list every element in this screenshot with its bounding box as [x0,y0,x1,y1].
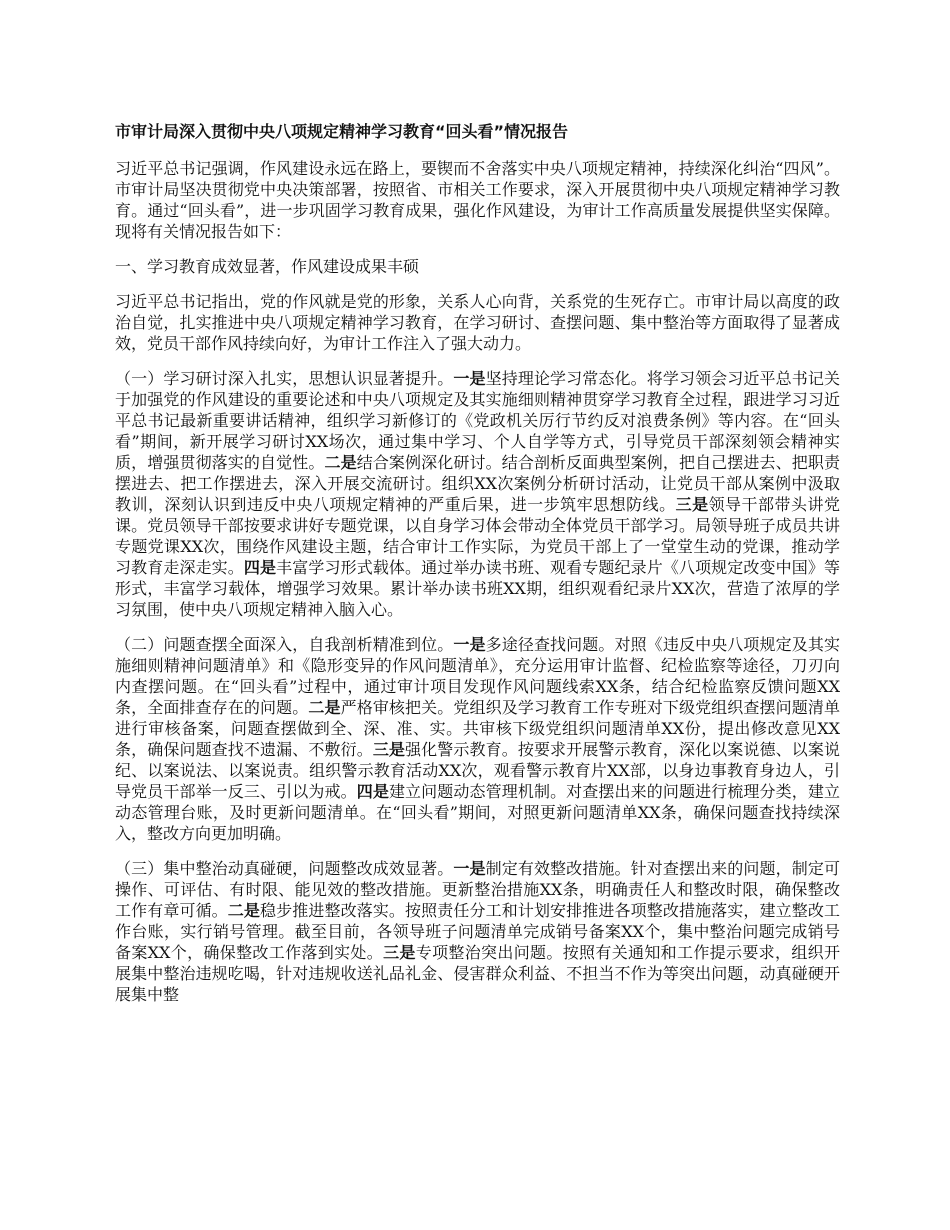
point-marker: 三是 [383,943,416,962]
point-text: 多途径查找问题。对照《违反中央八项规定及其实施细则精神问题清单》和《隐形变异的作风问题清单》，充分运用审计监督、纪检监察等途径，刀刃向内查摆问题。在“回头看”过程中，通过审计项目发现作风问题线索XX条，结合纪检监察反馈问题XX条，全面排查存在的问题。 [115,635,840,717]
point-text: 结合案例深化研讨。结合剖析反面典型案例，把自己摆进去、把职责摆进去、把工作摆进去，深入开展交流研讨。组织XX次案例分析研讨活动，让党员干部从案例中汲取教训，深刻认识到违反中央八项规定精神的严重后果，进一步筑牢思想防线。 [115,453,840,514]
intro-paragraph: 习近平总书记强调，作风建设永远在路上，要锲而不舍落实中央八项规定精神，持续深化纠治“四风”。市审计局坚决贯彻党中央决策部署，按照省、市相关工作要求，深入开展贯彻中央八项规定精神学习教育。通过“回头看”，进一步巩固学习教育成果，强化作风建设，为审计工作高质量发展提供坚实保障。现将有关情况报告如下： [115,159,840,241]
point-text: 领导干部带头讲党课。党员领导干部按要求讲好专题党课，以自身学习体会带动全体党员干部学习。局领导班子成员共讲专题党课XX次，围绕作风建设主题，结合审计工作实际，为党员干部上了一堂堂生动的党课，推动学习教育走深走实。 [115,495,840,577]
document-title: 市审计局深入贯彻中央八项规定精神学习教育“回头看”情况报告 [115,122,569,141]
point-marker: 二是 [308,698,341,717]
section-1-heading: 一、学习教育成效显著，作风建设成果丰硕 [115,257,420,276]
point-text: 建立问题动态管理机制。对查摆出来的问题进行梳理分类，建立动态管理台账，及时更新问题清单。在“回头看”期间，对照更新问题清单XX条，确保问题查找持续深入，整改方向更加明确。 [115,782,840,843]
point-marker: 四是 [243,558,277,577]
point-marker: 三是 [675,495,709,514]
point-marker: 一是 [453,635,486,654]
subsection-3-paragraph [115,858,840,1005]
point-text: 强化警示教育。按要求开展警示教育，深化以案说德、以案说纪、以案说法、以案说责。组织警示教育活动XX次，观看警示教育片XX部，以身边事教育身边人，引导党员干部举一反三、引以为戒。 [115,740,840,801]
point-marker: 一是 [453,859,486,878]
point-marker: 一是 [453,369,486,388]
point-marker: 四是 [356,782,389,801]
point-text: 稳步推进整改落实。按照责任分工和计划安排推进各项整改措施落实，建立整改工作台账，实行销号管理。截至目前，各领导班子问题清单完成销号备案XX个，集中整治问题完成销号备案XX个，确保整改工作落到实处。 [115,901,840,962]
point-text: 专项整治突出问题。按照有关通知和工作提示要求，组织开展集中整治违规吃喝，针对违规收送礼品礼金、侵害群众利益、不担当不作为等突出问题，动真碰硬开展集中整 [115,943,840,1004]
subsection-1-heading: （一）学习研讨深入扎实，思想认识显著提升。 [115,369,454,388]
subsection-3-heading: （三）集中整治动真碰硬，问题整改成效显著。 [115,859,454,878]
point-text: 丰富学习形式载体。通过举办读书班、观看专题纪录片《八项规定改变中国》等形式，丰富学习载体，增强学习效果。累计举办读书班XX期，组织观看纪录片XX次，营造了浓厚的学习氛围，使中央八项规定精神入脑入心。 [115,558,840,619]
subsection-1-paragraph [115,368,840,620]
section-1-paragraph: 习近平总书记指出，党的作风就是党的形象，关系人心向背，关系党的生死存亡。市审计局以高度的政治自觉，扎实推进中央八项规定精神学习教育，在学习研讨、查摆问题、集中整治等方面取得了显著成效，党员干部作风持续向好，为审计工作注入了强大动力。 [115,292,840,353]
point-marker: 二是 [324,453,357,472]
point-text: 严格审核把关。党组织及学习教育工作专班对下级党组织查摆问题清单进行审核备案，问题查摆做到全、深、准、实。共审核下级党组织问题清单XX份，提出修改意见XX条，确保问题查找不遗漏、不敷衍。 [115,698,840,759]
subsection-2-heading: （二）问题查摆全面深入，自我剖析精准到位。 [115,635,454,654]
document-page [115,120,840,1019]
point-marker: 三是 [372,740,406,759]
subsection-2-paragraph [115,634,840,844]
point-marker: 二是 [227,901,261,920]
point-text: 坚持理论学习常态化。将学习领会习近平总书记关于加强党的作风建设的重要论述和中央八项规定及其实施细则精神贯穿学习教育全过程，跟进学习习近平总书记最新重要讲话精神，组织学习新修订的《党政机关厉行节约反对浪费条例》等内容。在“回头看”期间，新开展学习研讨XX场次，通过集中学习、个人自学等方式，引导党员干部深刻领会精神实质，增强贯彻落实的自觉性。 [115,369,840,472]
point-text: 制定有效整改措施。针对查摆出来的问题，制定可操作、可评估、有时限、能见效的整改措施。更新整治措施XX条，明确责任人和整改时限，确保整改工作有章可循。 [115,859,840,920]
